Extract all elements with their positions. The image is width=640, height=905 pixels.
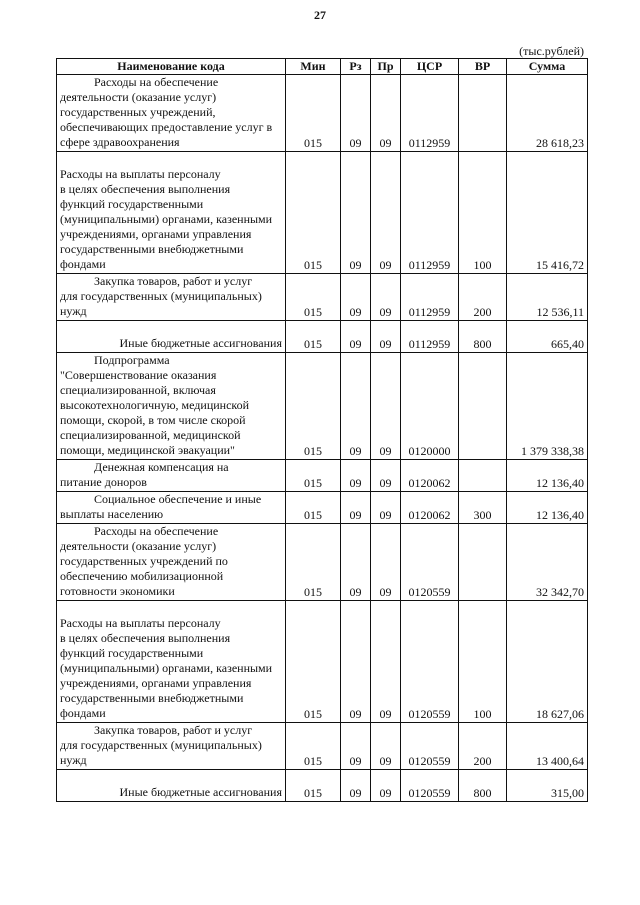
units-label: (тыс.рублей) xyxy=(519,44,584,58)
row-name-cell xyxy=(57,601,286,723)
row-pr-cell: 09 xyxy=(371,460,401,492)
header-vr: ВР xyxy=(459,59,507,75)
row-min-cell: 015 xyxy=(286,524,341,601)
row-name-line: Расходы на выплаты персоналу xyxy=(60,616,221,630)
table-row xyxy=(57,460,588,492)
row-pr-cell: 09 xyxy=(371,524,401,601)
row-name-line: фондами xyxy=(60,257,106,271)
row-vr-cell: 100 xyxy=(459,601,507,723)
row-name-line: специализированной, включая xyxy=(60,383,216,397)
header-min: Мин xyxy=(286,59,341,75)
row-name-line: функций государственными xyxy=(60,197,204,211)
row-name-line: Расходы на обеспечение xyxy=(94,524,219,538)
row-name-line: высокотехнологичную, медицинской xyxy=(60,398,250,412)
row-name-line: Иные бюджетные ассигнования xyxy=(119,336,282,350)
row-name-line: в целях обеспечения выполнения xyxy=(60,182,231,196)
row-name-line: фондами xyxy=(60,706,106,720)
row-pr-cell: 09 xyxy=(371,274,401,321)
row-vr-cell: 100 xyxy=(459,152,507,274)
row-sum-cell: 665,40 xyxy=(507,321,588,353)
row-name-line: помощи, медицинской эвакуации" xyxy=(60,443,235,457)
row-vr-cell xyxy=(459,75,507,152)
row-csr-cell: 0120062 xyxy=(401,492,459,524)
row-name-line: обеспечивающих предоставление услуг в xyxy=(60,120,273,134)
row-sum-cell: 13 400,64 xyxy=(507,723,588,770)
row-name-line: Закупка товаров, работ и услуг xyxy=(94,274,253,288)
row-name-line: сфере здравоохранения xyxy=(60,135,180,149)
row-rz-cell: 09 xyxy=(341,524,371,601)
row-name-cell xyxy=(57,353,286,460)
row-vr-cell: 200 xyxy=(459,723,507,770)
table-row xyxy=(57,75,588,152)
table-row xyxy=(57,492,588,524)
row-csr-cell: 0120559 xyxy=(401,723,459,770)
row-name-cell xyxy=(57,723,286,770)
row-vr-cell xyxy=(459,524,507,601)
row-csr-cell: 0112959 xyxy=(401,321,459,353)
row-name-line: для государственных (муниципальных) xyxy=(60,738,262,752)
row-name-line xyxy=(60,770,282,785)
row-csr-cell: 0112959 xyxy=(401,75,459,152)
row-vr-cell: 800 xyxy=(459,770,507,802)
row-name-line xyxy=(60,321,282,336)
row-name-cell xyxy=(57,460,286,492)
row-pr-cell: 09 xyxy=(371,152,401,274)
row-name-line: деятельности (оказание услуг) xyxy=(60,539,217,553)
row-name-line: в целях обеспечения выполнения xyxy=(60,631,231,645)
row-name-cell xyxy=(57,524,286,601)
row-name-cell xyxy=(57,274,286,321)
row-name-line: учреждениями, органами управления xyxy=(60,676,252,690)
row-csr-cell: 0120559 xyxy=(401,601,459,723)
row-csr-cell: 0120000 xyxy=(401,353,459,460)
table-row xyxy=(57,524,588,601)
row-name-line: государственных учреждений, xyxy=(60,105,216,119)
row-min-cell: 015 xyxy=(286,152,341,274)
row-name-line: помощи, скорой, в том числе скорой xyxy=(60,413,246,427)
row-vr-cell xyxy=(459,353,507,460)
row-min-cell: 015 xyxy=(286,274,341,321)
table-row xyxy=(57,723,588,770)
row-name-line: Закупка товаров, работ и услуг xyxy=(94,723,253,737)
row-vr-cell xyxy=(459,460,507,492)
row-sum-cell: 28 618,23 xyxy=(507,75,588,152)
row-vr-cell: 200 xyxy=(459,274,507,321)
row-csr-cell: 0112959 xyxy=(401,152,459,274)
row-pr-cell: 09 xyxy=(371,75,401,152)
row-pr-cell: 09 xyxy=(371,770,401,802)
row-vr-cell: 800 xyxy=(459,321,507,353)
row-name-line: "Совершенствование оказания xyxy=(60,368,217,382)
row-name-line: Расходы на обеспечение xyxy=(94,75,219,89)
row-csr-cell: 0120559 xyxy=(401,524,459,601)
row-rz-cell: 09 xyxy=(341,321,371,353)
row-name-line: нужд xyxy=(60,304,87,318)
row-sum-cell: 32 342,70 xyxy=(507,524,588,601)
header-name: Наименование кода xyxy=(57,59,286,75)
row-name-line: специализированной, медицинской xyxy=(60,428,241,442)
row-name-line: Социальное обеспечение и иные xyxy=(94,492,262,506)
row-sum-cell: 12 136,40 xyxy=(507,460,588,492)
row-name-cell xyxy=(57,492,286,524)
row-name-line: (муниципальными) органами, казенными xyxy=(60,212,273,226)
row-rz-cell: 09 xyxy=(341,152,371,274)
row-name-line: питание доноров xyxy=(60,475,147,489)
budget-table xyxy=(56,58,588,802)
row-pr-cell: 09 xyxy=(371,601,401,723)
row-name-line: Денежная компенсация на xyxy=(94,460,229,474)
row-min-cell: 015 xyxy=(286,723,341,770)
row-name-line: обеспечению мобилизационной xyxy=(60,569,224,583)
row-sum-cell: 15 416,72 xyxy=(507,152,588,274)
table-row xyxy=(57,770,588,802)
row-min-cell: 015 xyxy=(286,321,341,353)
row-name-line: выплаты населению xyxy=(60,507,164,521)
row-name-cell xyxy=(57,75,286,152)
header-sum: Сумма xyxy=(507,59,588,75)
row-csr-cell: 0120062 xyxy=(401,460,459,492)
row-name-line: государственными внебюджетными xyxy=(60,242,244,256)
row-sum-cell: 12 536,11 xyxy=(507,274,588,321)
row-name-line: Иные бюджетные ассигнования xyxy=(119,785,282,799)
row-min-cell: 015 xyxy=(286,492,341,524)
row-pr-cell: 09 xyxy=(371,321,401,353)
row-pr-cell: 09 xyxy=(371,492,401,524)
row-name-line: деятельности (оказание услуг) xyxy=(60,90,217,104)
row-name-line xyxy=(60,601,282,616)
row-name-line: функций государственными xyxy=(60,646,204,660)
row-csr-cell: 0120559 xyxy=(401,770,459,802)
row-name-line: для государственных (муниципальных) xyxy=(60,289,262,303)
row-name-line: государственными внебюджетными xyxy=(60,691,244,705)
row-sum-cell: 1 379 338,38 xyxy=(507,353,588,460)
row-name-cell xyxy=(57,770,286,802)
row-min-cell: 015 xyxy=(286,601,341,723)
row-name-line: нужд xyxy=(60,753,87,767)
row-rz-cell: 09 xyxy=(341,770,371,802)
row-rz-cell: 09 xyxy=(341,492,371,524)
row-pr-cell: 09 xyxy=(371,723,401,770)
row-csr-cell: 0112959 xyxy=(401,274,459,321)
row-rz-cell: 09 xyxy=(341,353,371,460)
row-min-cell: 015 xyxy=(286,353,341,460)
row-name-cell xyxy=(57,321,286,353)
row-name-line: Расходы на выплаты персоналу xyxy=(60,167,221,181)
row-vr-cell: 300 xyxy=(459,492,507,524)
row-sum-cell: 315,00 xyxy=(507,770,588,802)
page-number: 27 xyxy=(314,8,326,22)
table-row xyxy=(57,321,588,353)
header-rz: Рз xyxy=(341,59,371,75)
table-row xyxy=(57,274,588,321)
row-sum-cell: 18 627,06 xyxy=(507,601,588,723)
row-rz-cell: 09 xyxy=(341,460,371,492)
row-name-line: учреждениями, органами управления xyxy=(60,227,252,241)
row-name-line xyxy=(60,152,282,167)
row-rz-cell: 09 xyxy=(341,274,371,321)
table-row xyxy=(57,353,588,460)
row-rz-cell: 09 xyxy=(341,75,371,152)
row-rz-cell: 09 xyxy=(341,601,371,723)
table-row xyxy=(57,601,588,723)
row-min-cell: 015 xyxy=(286,460,341,492)
header-pr: Пр xyxy=(371,59,401,75)
row-name-line: Подпрограмма xyxy=(94,353,170,367)
row-min-cell: 015 xyxy=(286,75,341,152)
row-sum-cell: 12 136,40 xyxy=(507,492,588,524)
table-row xyxy=(57,152,588,274)
row-rz-cell: 09 xyxy=(341,723,371,770)
row-name-line: государственных учреждений по xyxy=(60,554,228,568)
row-name-cell xyxy=(57,152,286,274)
row-name-line: готовности экономики xyxy=(60,584,175,598)
header-csr: ЦСР xyxy=(401,59,459,75)
row-min-cell: 015 xyxy=(286,770,341,802)
table-body xyxy=(57,75,588,802)
table-header-row xyxy=(57,59,588,75)
row-name-line: (муниципальными) органами, казенными xyxy=(60,661,273,675)
row-pr-cell: 09 xyxy=(371,353,401,460)
